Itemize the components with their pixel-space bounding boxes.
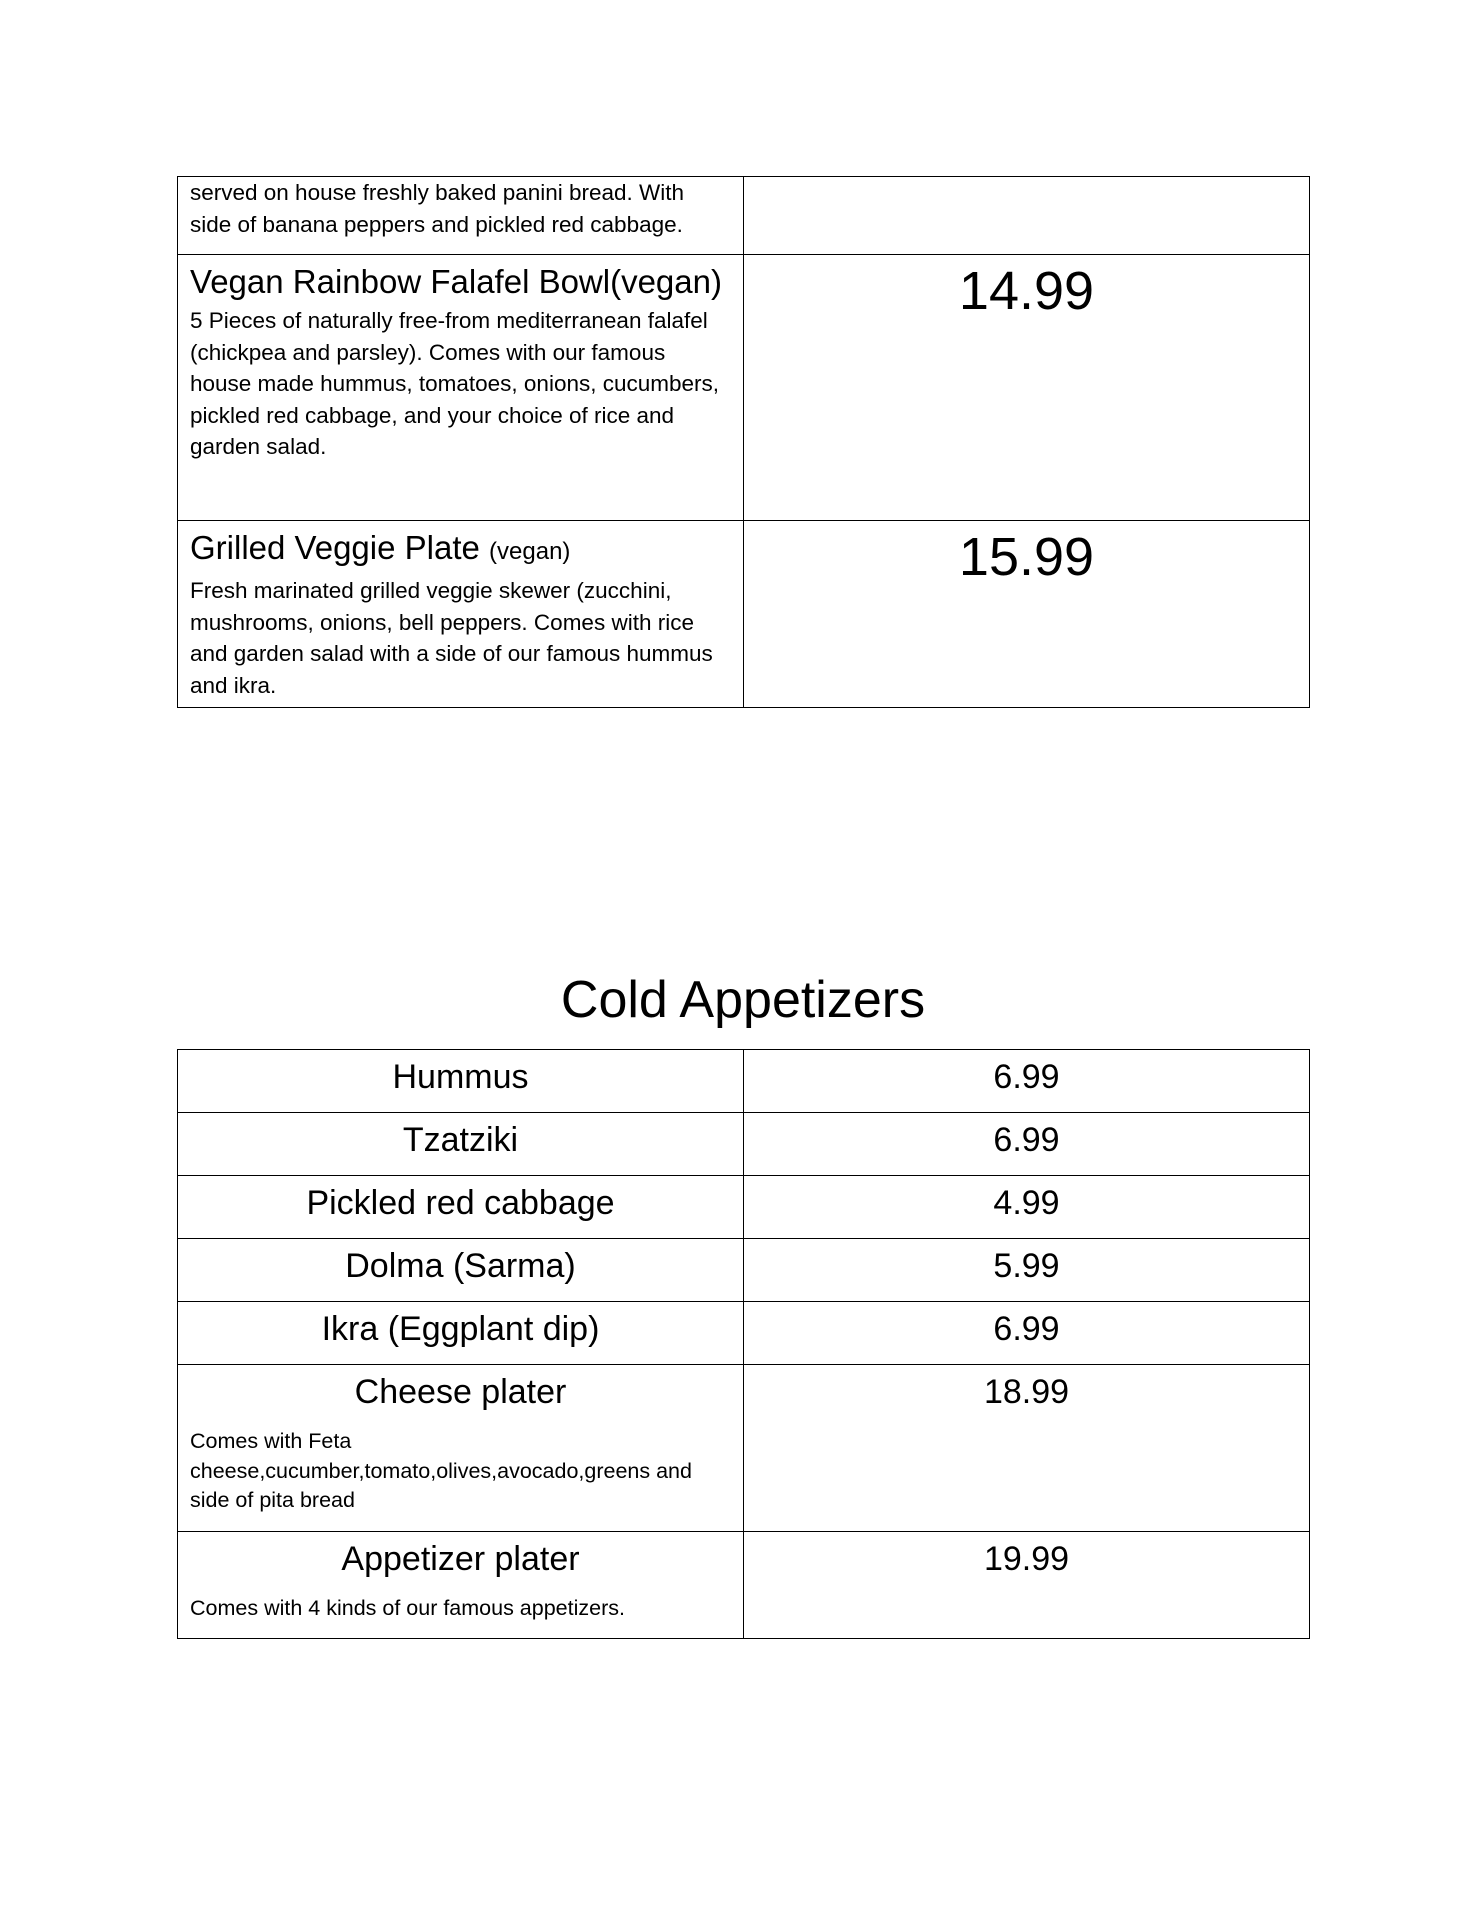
item-cell bbox=[178, 1050, 744, 1113]
item-price: 18.99 bbox=[983, 1373, 1070, 1411]
table-row bbox=[178, 1365, 1310, 1532]
price-cell bbox=[744, 1302, 1310, 1365]
item-name: Dolma (Sarma) bbox=[345, 1247, 576, 1285]
item-price: 5.99 bbox=[993, 1247, 1060, 1285]
price-cell bbox=[744, 1532, 1310, 1639]
table-row bbox=[178, 1532, 1310, 1639]
item-price: 6.99 bbox=[993, 1121, 1060, 1159]
item-cell bbox=[178, 1176, 744, 1239]
price-cell bbox=[744, 1239, 1310, 1302]
item-price: 19.99 bbox=[983, 1540, 1070, 1578]
item-price: 15.99 bbox=[958, 527, 1095, 587]
item-cell bbox=[178, 1532, 744, 1639]
item-cell bbox=[178, 1302, 744, 1365]
price-cell bbox=[744, 1050, 1310, 1113]
item-price: 6.99 bbox=[993, 1058, 1060, 1096]
table-row bbox=[178, 521, 1310, 708]
item-description: Comes with 4 kinds of our famous appetizers. bbox=[190, 1596, 625, 1620]
table-row bbox=[178, 255, 1310, 521]
item-description: served on house freshly baked panini bread. With side of banana peppers and pickled red cabbage. bbox=[190, 180, 685, 237]
item-name: Pickled red cabbage bbox=[306, 1184, 615, 1222]
item-price: 14.99 bbox=[958, 261, 1095, 321]
item-name: Cheese plater bbox=[354, 1373, 567, 1411]
cold-appetizers-table bbox=[177, 1049, 1310, 1639]
table-row bbox=[178, 1302, 1310, 1365]
table-row bbox=[178, 1050, 1310, 1113]
item-name: Appetizer plater bbox=[341, 1540, 580, 1578]
table-row bbox=[178, 177, 1310, 255]
item-cell bbox=[178, 521, 744, 708]
item-name: Hummus bbox=[392, 1058, 529, 1096]
item-description: Comes with Feta cheese,cucumber,tomato,olives,avocado,greens and side of pita bread bbox=[190, 1429, 692, 1512]
item-name: Vegan Rainbow Falafel Bowl(vegan) bbox=[190, 263, 722, 300]
price-cell bbox=[744, 1113, 1310, 1176]
item-cell bbox=[178, 255, 744, 521]
item-cell bbox=[178, 1113, 744, 1176]
item-price bbox=[756, 177, 1297, 183]
item-cell bbox=[178, 177, 744, 255]
item-name: Ikra (Eggplant dip) bbox=[321, 1310, 600, 1348]
item-cell bbox=[178, 1239, 744, 1302]
price-cell bbox=[744, 1176, 1310, 1239]
table-row bbox=[178, 1113, 1310, 1176]
item-cell bbox=[178, 1365, 744, 1532]
section-heading: Cold Appetizers bbox=[560, 971, 926, 1029]
item-description: Fresh marinated grilled veggie skewer (zucchini, mushrooms, onions, bell peppers. Comes with rice and garden salad with a side of our famous hummus and ikra. bbox=[190, 578, 713, 698]
item-name: Tzatziki bbox=[402, 1121, 519, 1159]
price-cell bbox=[744, 177, 1310, 255]
item-name: Grilled Veggie Plate bbox=[190, 529, 480, 566]
item-description: 5 Pieces of naturally free-from mediterranean falafel (chickpea and parsley). Comes with our famous house made hummus, tomatoes, onions, cucumbers, pickled red cabbage, and your choice of rice and garden salad. bbox=[190, 308, 720, 459]
price-cell bbox=[744, 255, 1310, 521]
price-cell bbox=[744, 1365, 1310, 1532]
item-title-line bbox=[190, 525, 731, 575]
item-note: (vegan) bbox=[489, 538, 571, 565]
table-row bbox=[178, 1176, 1310, 1239]
item-price: 6.99 bbox=[993, 1310, 1060, 1348]
price-cell bbox=[744, 521, 1310, 708]
table-row bbox=[178, 1239, 1310, 1302]
item-price: 4.99 bbox=[993, 1184, 1060, 1222]
entrees-table bbox=[177, 176, 1310, 708]
